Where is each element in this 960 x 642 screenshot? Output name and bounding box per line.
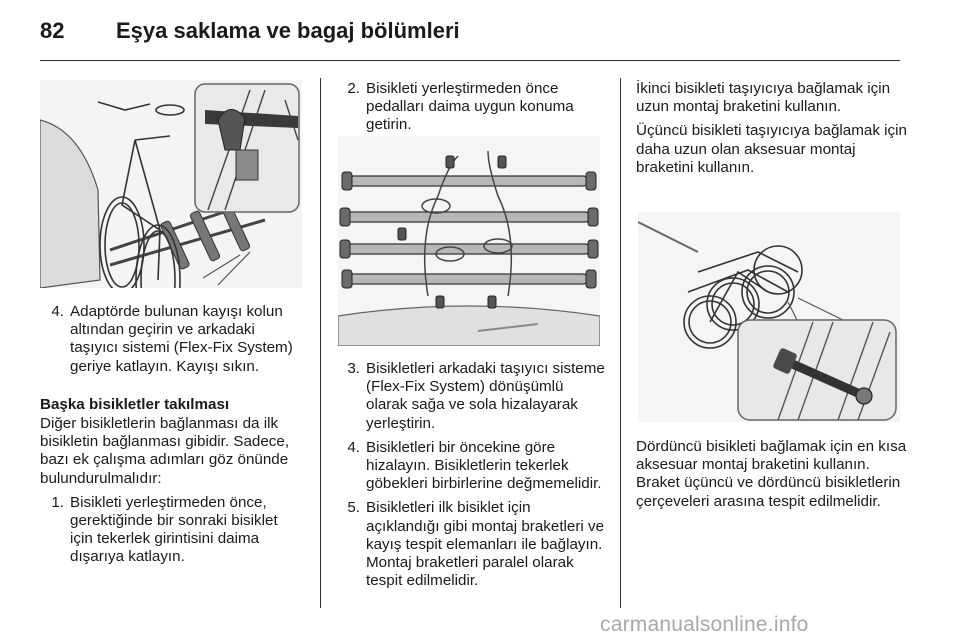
column-divider-1: [320, 78, 321, 608]
figure-bike-strap: [40, 80, 302, 288]
list-number: 3.: [347, 360, 360, 377]
list-item: [336, 499, 606, 590]
list-item: [40, 303, 302, 376]
header-divider: [40, 60, 900, 61]
list-text: Bisikletleri bir öncekine göre hizalayın. Bisikletlerin tekerlek göbekleri birbirlerine değmemelidir.: [366, 438, 602, 493]
column-3-bottom: [636, 438, 908, 517]
column-divider-2: [620, 78, 621, 608]
list-text: Bisikletleri arkadaki taşıyıcı sisteme (Flex-Fix System) dönüşümlü olarak sağa ve sola hizalayarak yerleştirin.: [366, 360, 605, 432]
page-header: [0, 0, 960, 62]
paragraph: Diğer bisikletlerin bağlanması da ilk bisikletin bağlanması gibidir. Sadece, bazı ek çalışma adımları göz önünde bulundurulmalıdır:: [40, 415, 290, 487]
list-item: [336, 439, 606, 494]
list-text: Bisikleti yerleştirmeden önce, gerektiğinde bir sonraki bisiklet için tekerlek girintisini daima dışarıya katlayın.: [70, 493, 278, 566]
section-heading: Başka bisikletler takılması: [40, 395, 230, 413]
column-3-top: [636, 80, 908, 183]
list-item: [336, 360, 606, 433]
list-number: 4.: [51, 303, 64, 320]
paragraph: İkinci bisikleti taşıyıcıya bağlamak için uzun montaj braketini kullanın.: [636, 80, 891, 116]
list-item: [336, 80, 606, 135]
bracket-detail-illustration: [638, 212, 900, 422]
list-number: 2.: [347, 80, 360, 97]
list-number: 1.: [51, 493, 64, 511]
column-1: [40, 303, 302, 573]
paragraph: Üçüncü bisikleti taşıyıcıya bağlamak için daha uzun olan aksesuar montaj braketini kullanın.: [636, 122, 907, 176]
bikes-top-view-illustration: [338, 136, 600, 346]
column-2-bottom: [336, 360, 606, 596]
bike-strap-illustration: [40, 80, 302, 288]
paragraph: Dördüncü bisikleti bağlamak için en kısa aksesuar montaj braketini kullanın. Braket üçüncü ve dördüncü bisikletlerin çerçeveleri arasına tespit edilmelidir.: [636, 438, 907, 510]
list-item: [40, 494, 302, 567]
list-text: Adaptörde bulunan kayışı kolun altından geçirin ve arkadaki taşıyıcı sistemi (Flex-Fix System) geriye katlayın. Kayışı sıkın.: [70, 303, 293, 375]
figure-bracket-detail: [638, 212, 900, 422]
list-number: 4.: [347, 438, 360, 456]
watermark: carmanualsonline.info: [600, 613, 809, 636]
figure-bikes-top-view: [338, 136, 600, 346]
list-text: Bisikletleri ilk bisiklet için açıklandığı gibi montaj braketleri ve kayış tespit elemanları ile bağlayın. Montaj braketleri paralel olarak tespit edilmelidir.: [366, 499, 605, 590]
list-text: Bisikleti yerleştirmeden önce pedalları daima uygun konuma getirin.: [366, 80, 574, 134]
page-number: 82: [40, 18, 65, 43]
column-2-top: [336, 80, 606, 141]
list-number: 5.: [347, 499, 360, 517]
page-title: Eşya saklama ve bagaj bölümleri: [116, 18, 460, 43]
